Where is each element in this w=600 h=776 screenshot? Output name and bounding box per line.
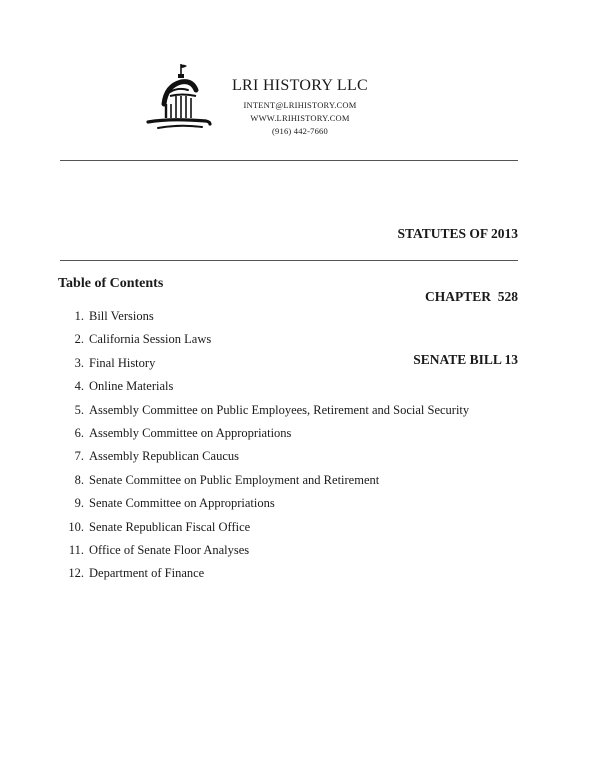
company-header <box>200 76 400 138</box>
toc-item-number: 10. <box>68 519 84 534</box>
toc-item-label: Final History <box>89 355 156 370</box>
toc-item[interactable] <box>58 330 469 353</box>
company-email: INTENT@LRIHISTORY.COM <box>243 100 357 110</box>
company-website: WWW.LRIHISTORY.COM <box>250 113 350 123</box>
toc-item[interactable] <box>58 447 469 470</box>
toc-item[interactable] <box>58 401 469 424</box>
header-divider <box>60 160 518 161</box>
toc-item-label: Office of Senate Floor Analyses <box>89 542 250 557</box>
statutes-year: STATUTES OF 2013 <box>397 226 518 241</box>
toc-item-number: 3. <box>74 355 84 370</box>
toc-item-number: 6. <box>74 425 84 440</box>
company-name: LRI HISTORY LLC <box>231 77 369 94</box>
toc-item-number: 1. <box>74 309 84 323</box>
bill-number: SENATE BILL 13 <box>413 352 518 367</box>
toc-item-label: Senate Republican Fiscal Office <box>89 519 251 534</box>
toc-item-label: Assembly Committee on Appropriations <box>89 425 292 440</box>
toc-item[interactable] <box>58 471 469 494</box>
toc-item-number: 9. <box>74 496 84 511</box>
toc-item-number: 8. <box>74 472 84 487</box>
chapter-number: CHAPTER 528 <box>424 289 518 304</box>
toc-item-label: Department of Finance <box>89 566 205 581</box>
toc-list <box>58 307 469 588</box>
toc-item-number: 7. <box>74 449 84 464</box>
toc-item-label: Bill Versions <box>89 309 154 323</box>
toc-item-number: 2. <box>74 332 84 347</box>
statute-divider <box>60 260 518 261</box>
toc-item[interactable] <box>58 377 469 400</box>
toc-item-number: 11. <box>68 542 84 557</box>
toc-item[interactable] <box>58 564 469 587</box>
toc-heading: Table of Contents <box>58 276 164 291</box>
toc-item[interactable] <box>58 354 469 377</box>
toc-item-label: Assembly Republican Caucus <box>89 449 239 464</box>
toc-item[interactable] <box>58 518 469 541</box>
toc-item[interactable] <box>58 494 469 517</box>
toc-item-label: Assembly Committee on Public Employees, Retirement and Social Security <box>89 402 470 417</box>
toc-item[interactable] <box>58 541 469 564</box>
toc-item-label: California Session Laws <box>89 332 212 347</box>
toc-item-label: Online Materials <box>89 379 174 394</box>
toc-item-label: Senate Committee on Public Employment and Retirement <box>89 472 380 487</box>
toc-item[interactable] <box>58 307 469 330</box>
company-phone: (916) 442-7660 <box>272 126 328 136</box>
toc-item-label: Senate Committee on Appropriations <box>89 496 275 511</box>
toc-item-number: 5. <box>74 402 84 417</box>
toc-item-number: 4. <box>74 379 84 394</box>
toc-item[interactable] <box>58 424 469 447</box>
toc-item-number: 12. <box>68 566 84 581</box>
